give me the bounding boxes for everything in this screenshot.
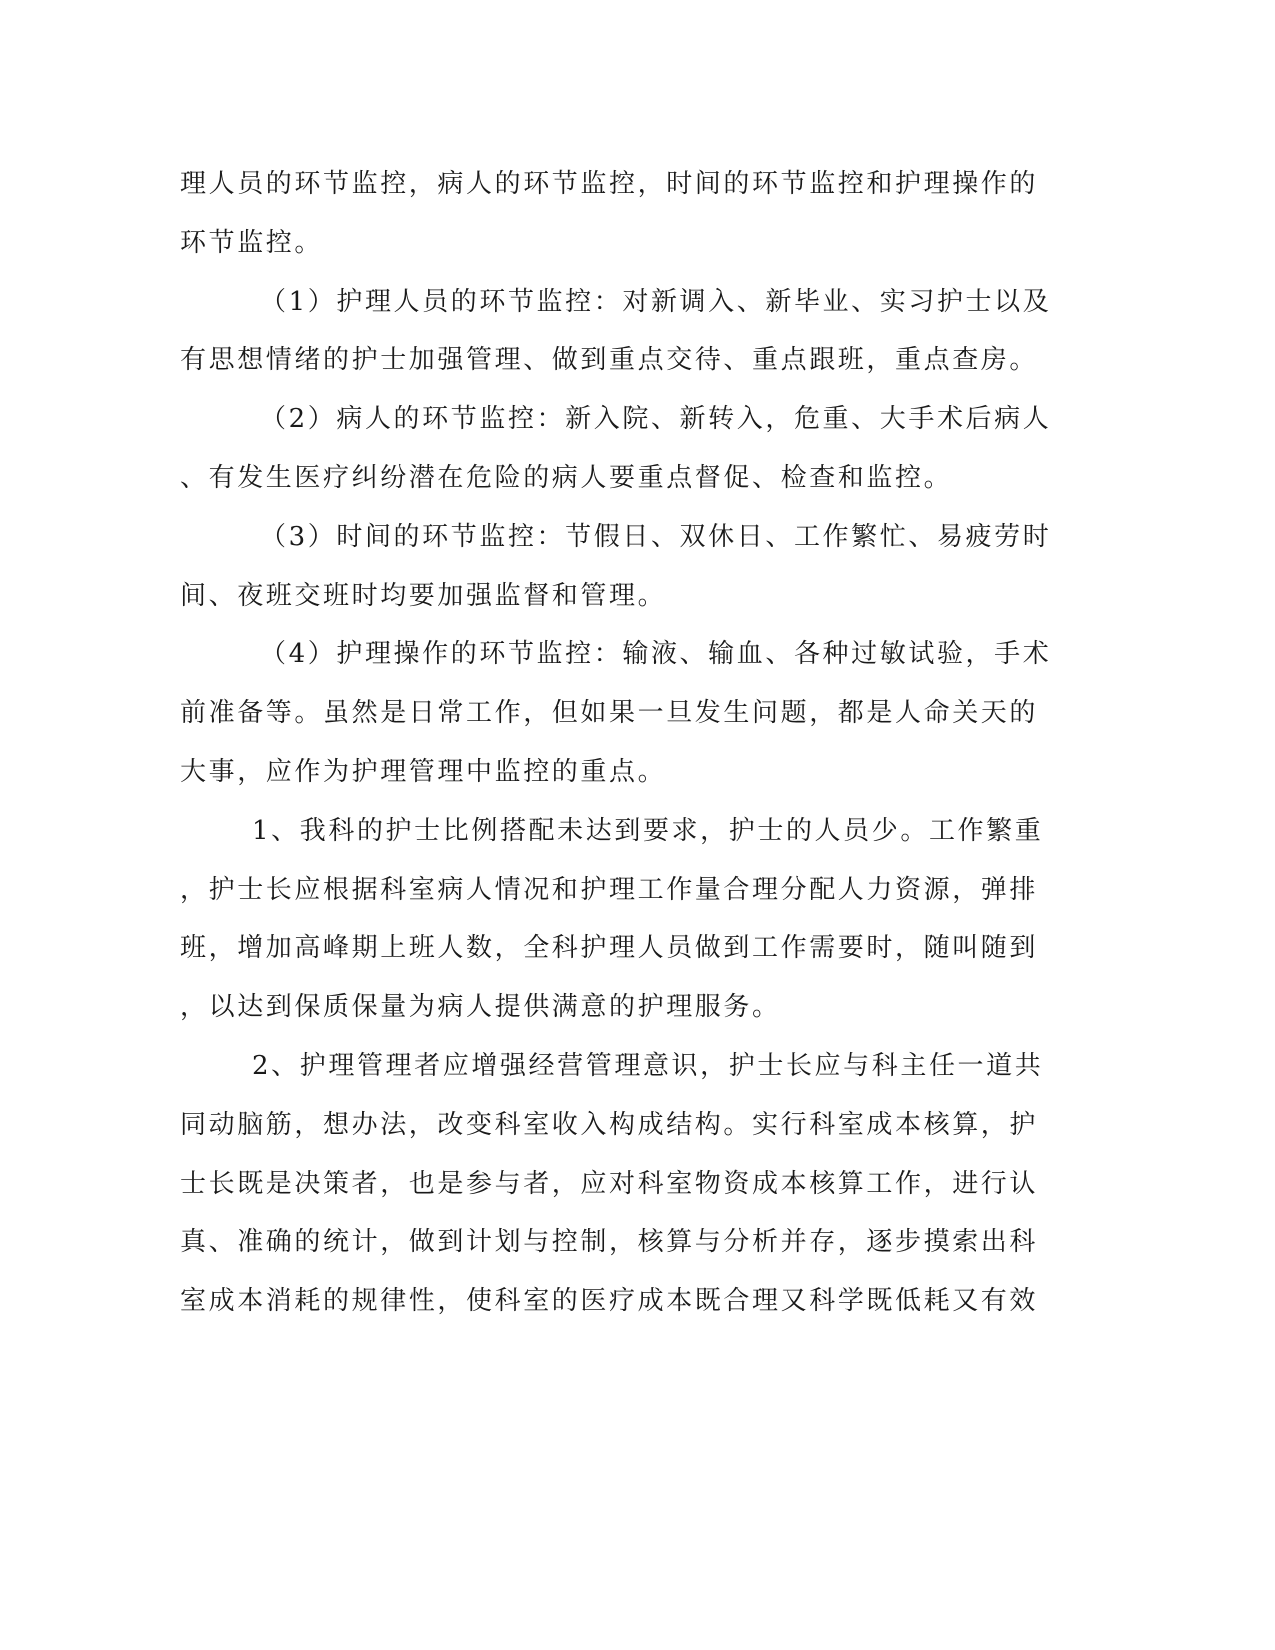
text-line: 2、护理管理者应增强经营管理意识，护士长应与科主任一道共 [252,1050,1044,1081]
document-body [180,155,1052,1331]
text-line: 大事，应作为护理管理中监控的重点。 [180,756,667,787]
text-line: （3）时间的环节监控：节假日、双休日、工作繁忙、易疲劳时 [260,521,1052,552]
text-line: 有思想情绪的护士加强管理、做到重点交待、重点跟班，重点查房。 [180,345,1039,376]
text-line: 室成本消耗的规律性，使科室的医疗成本既合理又科学既低耗又有效 [180,1286,1039,1317]
text-line: （1）护理人员的环节监控：对新调入、新毕业、实习护士以及 [260,286,1052,317]
text-line: （4）护理操作的环节监控：输液、输血、各种过敏试验，手术 [260,639,1052,670]
text-line: 环节监控。 [180,227,324,258]
text-line: 同动脑筋，想办法，改变科室收入构成结构。实行科室成本核算，护 [180,1109,1039,1140]
text-line: （2）病人的环节监控：新入院、新转入，危重、大手术后病人 [260,404,1052,435]
text-line: 士长既是决策者，也是参与者，应对科室物资成本核算工作，进行认 [180,1168,1039,1199]
text-line: ，以达到保质保量为病人提供满意的护理服务。 [180,992,781,1023]
text-line: 理人员的环节监控，病人的环节监控，时间的环节监控和护理操作的 [180,169,1039,199]
text-line: 前准备等。虽然是日常工作，但如果一旦发生问题，都是人命关天的 [180,698,1039,729]
text-line: 1、我科的护士比例搭配未达到要求，护士的人员少。工作繁重 [252,815,1044,846]
text-line: 间、夜班交班时均要加强监督和管理。 [180,580,667,611]
text-line: 真、准确的统计，做到计划与控制，核算与分析并存，逐步摸索出科 [180,1227,1039,1258]
text-line: 、有发生医疗纠纷潜在危险的病人要重点督促、检查和监控。 [180,462,953,493]
text-line: 班，增加高峰期上班人数，全科护理人员做到工作需要时，随叫随到 [180,933,1039,964]
text-line: ，护士长应根据科室病人情况和护理工作量合理分配人力资源，弹排 [180,874,1039,905]
